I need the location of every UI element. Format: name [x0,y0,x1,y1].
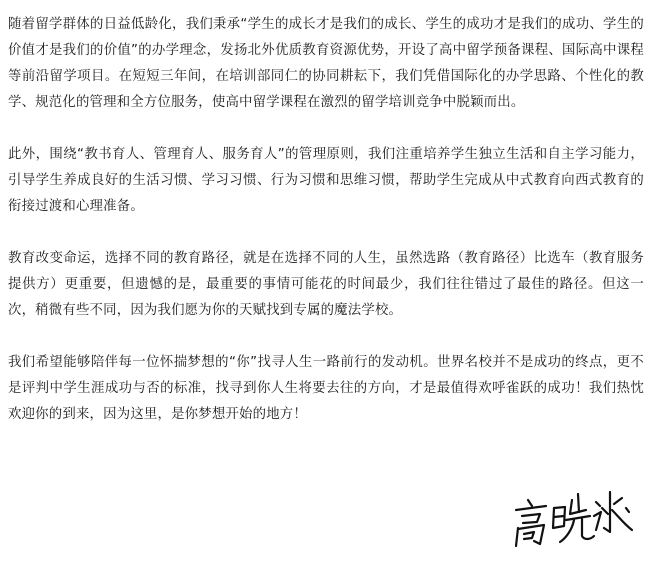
paragraph-2: 此外，围绕“教书育人、管理育人、服务育人”的管理原则，我们注重培养学生独立生活和自主学习能力，引导学生养成良好的生活习惯、学习习惯、行为习惯和思维习惯，帮助学生完成从中式教育向西式教育的衔接过渡和心理准备。 [8,147,644,214]
paragraph-3: 教育改变命运，选择不同的教育路径，就是在选择不同的人生，虽然选路（教育路径）比选车（教育服务提供方）更重要，但遗憾的是，最重要的事情可能花的时间最少，我们往往错过了最佳的路径。但这一次，稍微有些不同，因为我们愿为你的天赋找到专属的魔法学校。 [8,251,644,318]
handwritten-signature [506,486,636,552]
signature-drawing [506,486,636,552]
letter-body [8,12,644,428]
paragraph-4: 我们希望能够陪伴每一位怀揣梦想的“你”找寻人生一路前行的发动机。世界名校并不是成功的终点，更不是评判中学生涯成功与否的标准，找寻到你人生将要去往的方向，才是最值得欢呼雀跃的成功！我们热忱欢迎你的到来，因为这里，是你梦想开始的地方！ [8,355,644,422]
paragraph-1: 随着留学群体的日益低龄化，我们秉承“学生的成长才是我们的成长、学生的成功才是我们的成功、学生的价值才是我们的价值”的办学理念，发扬北外优质教育资源优势，开设了高中留学预备课程、国际高中课程等前沿留学项目。在短短三年间，在培训部同仁的协同耕耘下，我们凭借国际化的办学思路、个性化的教学、规范化的管理和全方位服务，使高中留学课程在激烈的留学培训竞争中脱颖而出。 [8,17,644,110]
